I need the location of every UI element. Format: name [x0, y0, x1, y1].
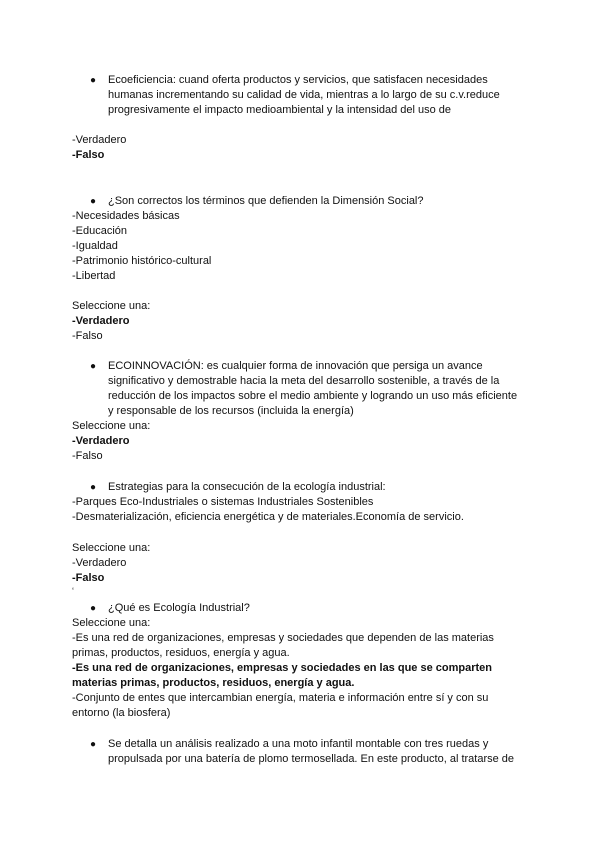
- question-3-text: ECOINNOVACIÓN: es cualquier forma de innovación que persiga un avance significativo y demostrable hacia la meta del desarrollo sostenible, a través de la reducción de los impactos sobre el medio ambiente y logrando un uso más eficiente y responsable de los recursos (incluida la energía): [108, 360, 518, 417]
- stray-mark: ‘: [72, 586, 74, 596]
- question-2-text: ¿Son correctos los términos que defienden la Dimensión Social?: [108, 195, 424, 207]
- question-4-text: Estrategias para la consecución de la ecología industrial:: [108, 481, 386, 493]
- q4-prompt: Seleccione una:: [72, 542, 151, 554]
- question-5: [90, 601, 520, 616]
- q5-option-2-correct: -Es una red de organizaciones, empresas y sociedades en las que se comparten materias primas, productos, residuos, energía y agua.: [72, 662, 492, 689]
- q4-item: -Desmaterialización, eficiencia energética y de materiales.Economía de servicio.: [72, 511, 464, 523]
- q3-option-falso: -Falso: [72, 450, 103, 462]
- q2-prompt: Seleccione una:: [72, 300, 151, 312]
- bullet-icon: ●: [90, 75, 97, 86]
- q2-item: -Educación: [72, 225, 128, 237]
- q3-prompt: Seleccione una:: [72, 420, 151, 432]
- question-3: [90, 359, 520, 419]
- q5-prompt: Seleccione una:: [72, 617, 151, 629]
- bullet-icon: ●: [90, 739, 97, 750]
- question-4: [90, 480, 520, 495]
- question-5-text: ¿Qué es Ecología Industrial?: [108, 602, 250, 614]
- q5-option-3: -Conjunto de entes que intercambian energía, materia e información entre sí y con su entorno (la biosfera): [72, 692, 489, 719]
- q2-item: -Igualdad: [72, 240, 118, 252]
- q1-option-falso: -Falso: [72, 149, 105, 161]
- question-6-text: Se detalla un análisis realizado a una moto infantil montable con tres ruedas y propulsada por una batería de plomo termosellada. En este producto, al tratarse de: [108, 738, 515, 765]
- question-1: [90, 73, 520, 118]
- bullet-icon: ●: [90, 361, 97, 372]
- bullet-icon: ●: [90, 603, 97, 614]
- q2-option-verdadero: -Verdadero: [72, 315, 130, 327]
- question-2: [90, 194, 520, 209]
- q2-item: -Necesidades básicas: [72, 210, 180, 222]
- q2-item: -Libertad: [72, 270, 116, 282]
- q2-item: -Patrimonio histórico-cultural: [72, 255, 212, 267]
- q4-item: -Parques Eco-Industriales o sistemas Industriales Sostenibles: [72, 496, 374, 508]
- q1-option-verdadero: -Verdadero: [72, 134, 127, 146]
- q5-option-1: -Es una red de organizaciones, empresas y sociedades que dependen de las materias primas, productos, residuos, energía y agua.: [72, 632, 494, 659]
- q3-option-verdadero: -Verdadero: [72, 435, 130, 447]
- bullet-icon: ●: [90, 482, 97, 493]
- question-6: [90, 737, 520, 767]
- bullet-icon: ●: [90, 196, 97, 207]
- q4-option-falso: -Falso: [72, 572, 105, 584]
- question-1-text: Ecoeficiencia: cuand oferta productos y servicios, que satisfacen necesidades humanas incrementando su calidad de vida, mientras a lo largo de su c.v.reduce progresivamente el impacto medioambiental y la intensidad del uso de: [108, 74, 500, 116]
- q4-option-verdadero: -Verdadero: [72, 557, 127, 569]
- q2-option-falso: -Falso: [72, 330, 103, 342]
